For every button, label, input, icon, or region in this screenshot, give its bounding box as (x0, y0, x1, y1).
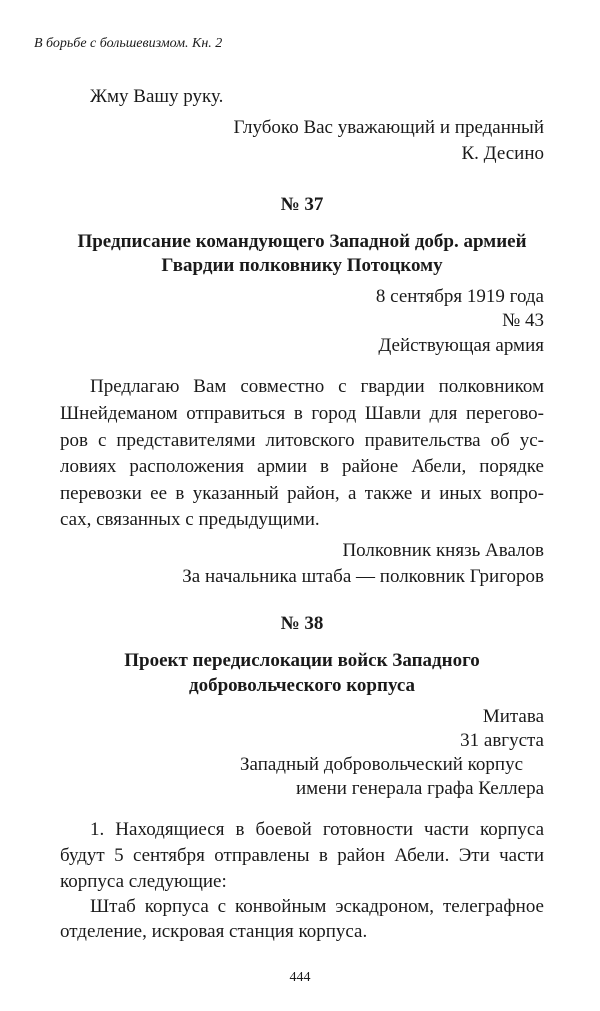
doc37-body-line: Шнейдеманом отправиться в город Шавли для перегово- (60, 403, 544, 424)
doc37-ref-number: № 43 (502, 310, 544, 331)
doc37-number: № 37 (280, 194, 324, 215)
doc37-body-line: Предлагаю Вам совместно с гвардии полковником (90, 376, 544, 397)
doc38-unit: Западный добровольческий корпус (240, 754, 524, 775)
doc38-body-line: Штаб корпуса с конвойным эскадроном, телеграфное (90, 896, 544, 917)
doc38-body-line: будут 5 сентября отправлены в район Абели. Эти части (60, 845, 544, 866)
closing-signoff: Глубоко Вас уважающий и преданный (233, 117, 544, 138)
doc38-title-line: Проект передислокации войск Западного (124, 650, 480, 671)
doc37-signature: Полковник князь Авалов (342, 540, 544, 561)
doc37-date: 8 сентября 1919 года (375, 286, 544, 307)
doc37-body-line: ров с представителями литовского правительства об ус- (60, 430, 544, 451)
closing-name: К. Десино (461, 143, 544, 164)
doc38-number: № 38 (280, 613, 324, 634)
doc38-body-line: отделение, искровая станция корпуса. (60, 921, 368, 942)
doc38-body-line: 1. Находящиеся в боевой готовности части корпуса (90, 819, 544, 840)
doc37-title-line: Предписание командующего Западной добр. армией (77, 231, 527, 252)
closing-greeting: Жму Вашу руку. (90, 86, 224, 107)
doc37-location: Действующая армия (378, 335, 544, 356)
doc37-body-line: ловиях расположения армии в районе Абели, порядке (60, 456, 544, 477)
doc38-title-line: добровольческого корпуса (188, 675, 416, 696)
doc37-body-line: перевозки ее в указанный район, а также и иных вопро- (60, 483, 544, 504)
doc38-date: 31 августа (460, 730, 544, 751)
running-header: В борьбе с большевизмом. Кн. 2 (34, 36, 223, 51)
doc38-location: Митава (482, 706, 544, 727)
doc37-body-line: сах, связанных с предыдущими. (60, 509, 320, 530)
doc38-body-line: корпуса следующие: (60, 871, 227, 892)
doc38-unit-name: имени генерала графа Келлера (296, 778, 544, 799)
doc37-signature: За начальника штаба — полковник Григоров (182, 566, 544, 587)
page-number: 444 (289, 970, 311, 985)
doc37-title-line: Гвардии полковнику Потоцкому (161, 255, 443, 276)
